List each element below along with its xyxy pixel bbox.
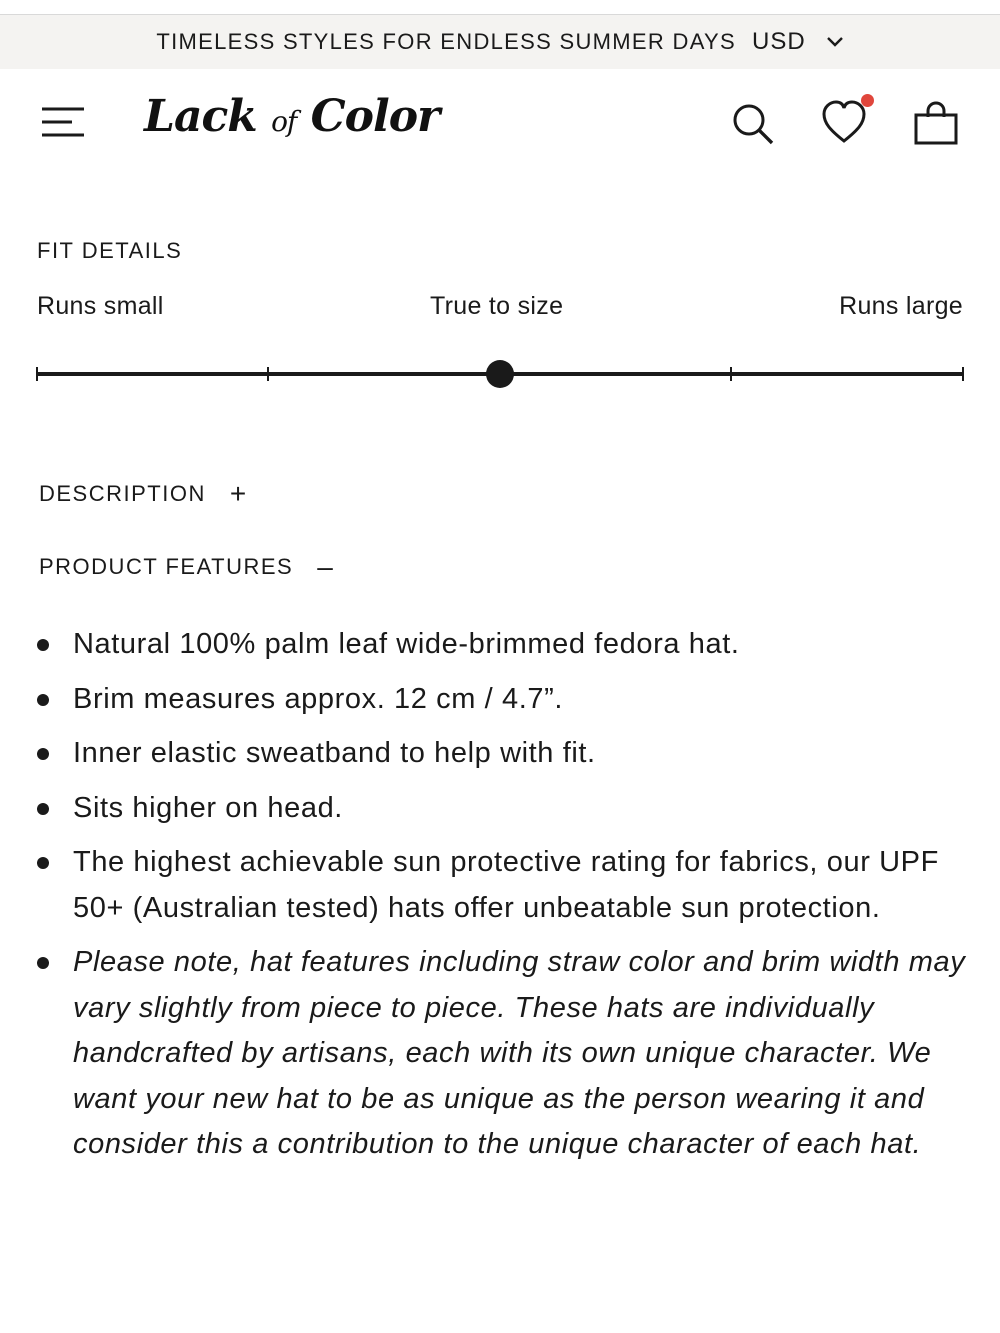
shopping-bag-icon [912, 101, 960, 147]
logo-word-of: of [271, 105, 297, 138]
currency-label: USD [751, 28, 806, 55]
plus-icon: + [229, 478, 247, 509]
product-features-list [36, 622, 966, 1177]
announcement-text: TIMELESS STYLES FOR ENDLESS SUMMER DAYS [156, 29, 736, 54]
feature-item-note: Please note, hat features including straw color and brim width may vary slightly from piece to piece. These hats are individually handcrafted by artisans, each with its own unique character. We want your new hat to be as unique as the person wearing it and consider this a contribution to the unique character of each hat. [36, 940, 966, 1168]
minus-icon: – [317, 551, 333, 582]
fit-label-runs-large: Runs large [839, 292, 963, 320]
currency-selector[interactable] [752, 28, 844, 56]
fit-scale-tick [267, 367, 269, 381]
announcement-bar [0, 15, 1000, 69]
wishlist-button[interactable] [820, 99, 874, 149]
site-header [0, 69, 1000, 179]
description-accordion-label: DESCRIPTION [39, 481, 206, 506]
product-features-accordion-label: PRODUCT FEATURES [39, 554, 294, 579]
logo-word-color: Color [310, 91, 440, 142]
cart-button[interactable] [912, 101, 960, 147]
fit-scale-tick [36, 367, 38, 381]
feature-item: Natural 100% palm leaf wide-brimmed fedora hat. [36, 622, 966, 668]
fit-scale-tick [730, 367, 732, 381]
logo-word-lack: Lack [144, 91, 257, 142]
feature-item: The highest achievable sun protective rating for fabrics, our UPF 50+ (Australian tested) hats offer unbeatable sun protection. [36, 840, 966, 931]
fit-scale-tick [962, 367, 964, 381]
fit-scale-marker [486, 360, 514, 388]
feature-item: Inner elastic sweatband to help with fit. [36, 731, 966, 777]
fit-scale [36, 362, 964, 386]
menu-button[interactable] [40, 105, 86, 139]
wishlist-notification-dot [861, 94, 874, 107]
feature-item: Sits higher on head. [36, 786, 966, 832]
fit-details-title: FIT DETAILS [37, 238, 183, 263]
menu-icon [40, 105, 86, 139]
search-icon [730, 101, 776, 147]
description-accordion-toggle[interactable] [39, 480, 246, 508]
product-features-accordion-toggle[interactable] [39, 553, 333, 581]
feature-item: Brim measures approx. 12 cm / 4.7”. [36, 677, 966, 723]
heart-icon [820, 99, 868, 147]
chevron-down-icon [826, 36, 844, 48]
brand-logo[interactable] [144, 91, 439, 142]
fit-label-runs-small: Runs small [37, 292, 164, 320]
search-button[interactable] [730, 101, 776, 147]
fit-label-true-to-size: True to size [430, 292, 564, 320]
